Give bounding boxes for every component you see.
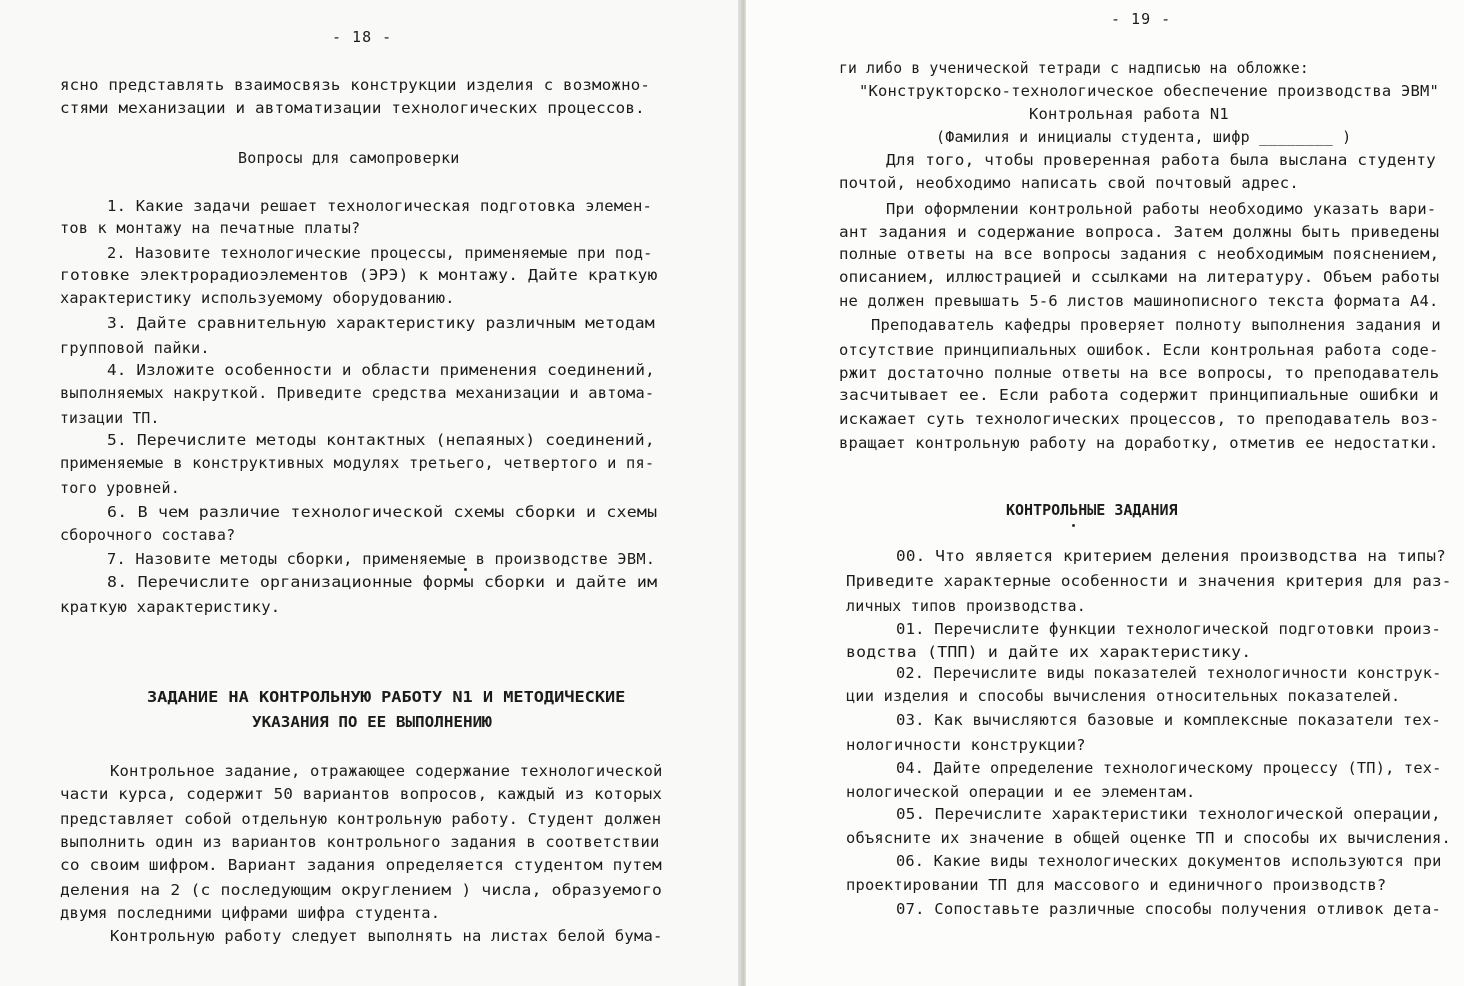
- text-line: 04. Дайте определение технологическому процессу (ТП), тех-: [896, 759, 1442, 777]
- ink-speck: [464, 568, 467, 571]
- ink-speck: [1072, 524, 1075, 527]
- text-line: групповой пайки.: [60, 339, 210, 357]
- text-line: 6. В чем различие технологической схемы сборки и схемы: [107, 503, 658, 521]
- text-line: 2. Назовите технологические процессы, применяемые при под-: [107, 244, 653, 262]
- text-line: Преподаватель кафедры проверяет полноту выполнения задания и: [871, 316, 1441, 334]
- text-line: ясно представлять взаимосвязь конструкции изделия с возможно-: [60, 76, 651, 94]
- text-line: искажает суть технологических процессов, то преподаватель воз-: [839, 410, 1440, 428]
- text-line: Для того, чтобы проверенная работа была выслана студенту: [886, 151, 1437, 169]
- page-number: - 19 -: [1111, 10, 1172, 28]
- text-line: 7. Назовите методы сборки, применяемые в производстве ЭВМ.: [107, 550, 656, 568]
- text-line: (Фамилия и инициалы студента, шифр ________ ): [936, 128, 1352, 146]
- text-line: тов к монтажу на печатные платы?: [60, 219, 361, 237]
- text-line: тизации ТП.: [60, 409, 160, 427]
- text-line: почтой, необходимо написать свой почтовый адрес.: [839, 174, 1299, 192]
- text-line: Контрольное задание, отражающее содержание технологической: [110, 762, 663, 780]
- text-line: Приведите характерные особенности и значения критерия для раз-: [846, 572, 1452, 590]
- text-line: характеристику используемому оборудованию.: [60, 289, 455, 307]
- text-line: отсутствие принципиальных ошибок. Если контрольная работа соде-: [839, 341, 1439, 359]
- text-line: 00. Что является критерием деления производства на типы?: [896, 547, 1447, 565]
- text-line: личных типов производства.: [846, 597, 1086, 615]
- section-heading: ЗАДАНИЕ НА КОНТРОЛЬНУЮ РАБОТУ N1 И МЕТОДИЧЕСКИЕ: [147, 688, 626, 706]
- text-line: выполнить один из вариантов контрольного задания в соответствии: [60, 833, 660, 851]
- text-line: 5. Перечислите методы контактных (непаяных) соединений,: [107, 431, 655, 449]
- text-line: При оформлении контрольной работы необходимо указать вари-: [886, 200, 1437, 218]
- text-line: 8. Перечислите организационные формы сборки и дайте им: [107, 573, 658, 591]
- text-line: "Конструкторско-технологическое обеспечение производства ЭВМ": [859, 82, 1439, 100]
- text-line: деления на 2 (с последующим округлением ) числа, образуемого: [60, 881, 663, 899]
- text-line: представляет собой отдельную контрольную работу. Студент должен: [60, 810, 662, 828]
- text-line: 03. Как вычисляются базовые и комплексные показатели тех-: [896, 711, 1442, 729]
- text-line: применяемые в конструктивных модулях третьего, четвертого и пя-: [60, 454, 655, 472]
- text-line: двумя последними цифрами шифра студента.: [60, 904, 441, 922]
- text-line: 06. Какие виды технологических документов используются при: [896, 852, 1442, 870]
- text-line: 05. Перечислите характеристики технологической операции,: [896, 805, 1441, 823]
- text-line: ант задания и содержание вопроса. Затем должны быть приведены: [839, 223, 1440, 241]
- text-line: нологичности конструкции?: [846, 736, 1086, 754]
- text-line: Контрольную работу следует выполнять на листах белой бума-: [110, 927, 663, 945]
- text-line: 02. Перечислите виды показателей технологичности конструк-: [896, 664, 1442, 682]
- text-line: вращает контрольную работу на доработку, отметив ее недостатки.: [839, 434, 1439, 452]
- page-number: - 18 -: [332, 28, 393, 46]
- text-line: выполняемых накруткой. Приведите средства механизации и автома-: [60, 384, 655, 402]
- right-page: [746, 0, 1464, 986]
- text-line: Контрольная работа N1: [1029, 105, 1229, 123]
- text-line: 01. Перечислите функции технологической подготовки произ-: [896, 620, 1442, 638]
- text-line: Вопросы для самопроверки: [238, 149, 460, 167]
- text-line: готовке электрорадиоэлементов (ЭРЭ) к монтажу. Дайте краткую: [60, 266, 658, 284]
- text-line: ги либо в ученической тетради с надписью на обложке:: [839, 59, 1309, 77]
- text-line: 3. Дайте сравнительную характеристику различным методам: [107, 314, 655, 332]
- text-line: краткую характеристику.: [60, 598, 281, 616]
- text-line: 1. Какие задачи решает технологическая подготовка элемен-: [107, 197, 653, 215]
- section-heading: КОНТРОЛЬНЫЕ ЗАДАНИЯ: [1006, 501, 1178, 519]
- text-line: стями механизации и автоматизации технологических процессов.: [60, 99, 645, 117]
- text-line: полные ответы на все вопросы задания с необходимым пояснением,: [839, 245, 1440, 263]
- text-line: 07. Сопоставьте различные способы получения отливок дета-: [896, 900, 1442, 918]
- text-line: части курса, содержит 50 вариантов вопросов, каждый из которых: [60, 785, 663, 803]
- text-line: сборочного состава?: [60, 526, 236, 544]
- text-line: объясните их значение в общей оценке ТП и способы их вычисления.: [846, 829, 1451, 847]
- text-line: ржит достаточно полные ответы на все вопросы, то преподаватель: [839, 364, 1440, 382]
- section-heading: УКАЗАНИЯ ПО ЕЕ ВЫПОЛНЕНИЮ: [252, 713, 492, 731]
- text-line: не должен превышать 5-6 листов машинописного текста формата А4.: [839, 292, 1439, 310]
- text-line: того уровней.: [60, 479, 180, 497]
- text-line: со своим шифром. Вариант задания определяется студентом путем: [60, 856, 662, 874]
- text-line: 4. Изложите особенности и области применения соединений,: [107, 361, 655, 379]
- text-line: нологической операции и ее элементам.: [846, 783, 1196, 801]
- text-line: водства (ТПП) и дайте их характеристику.: [846, 643, 1252, 661]
- text-line: засчитывает ее. Если работа содержит принципиальные ошибки и: [839, 386, 1439, 404]
- text-line: ции изделия и способы вычисления относительных показателей.: [846, 687, 1401, 705]
- text-line: описанием, иллюстрацией и ссылками на литературу. Объем работы: [839, 268, 1440, 286]
- text-line: проектировании ТП для массового и единичного производств?: [846, 876, 1387, 894]
